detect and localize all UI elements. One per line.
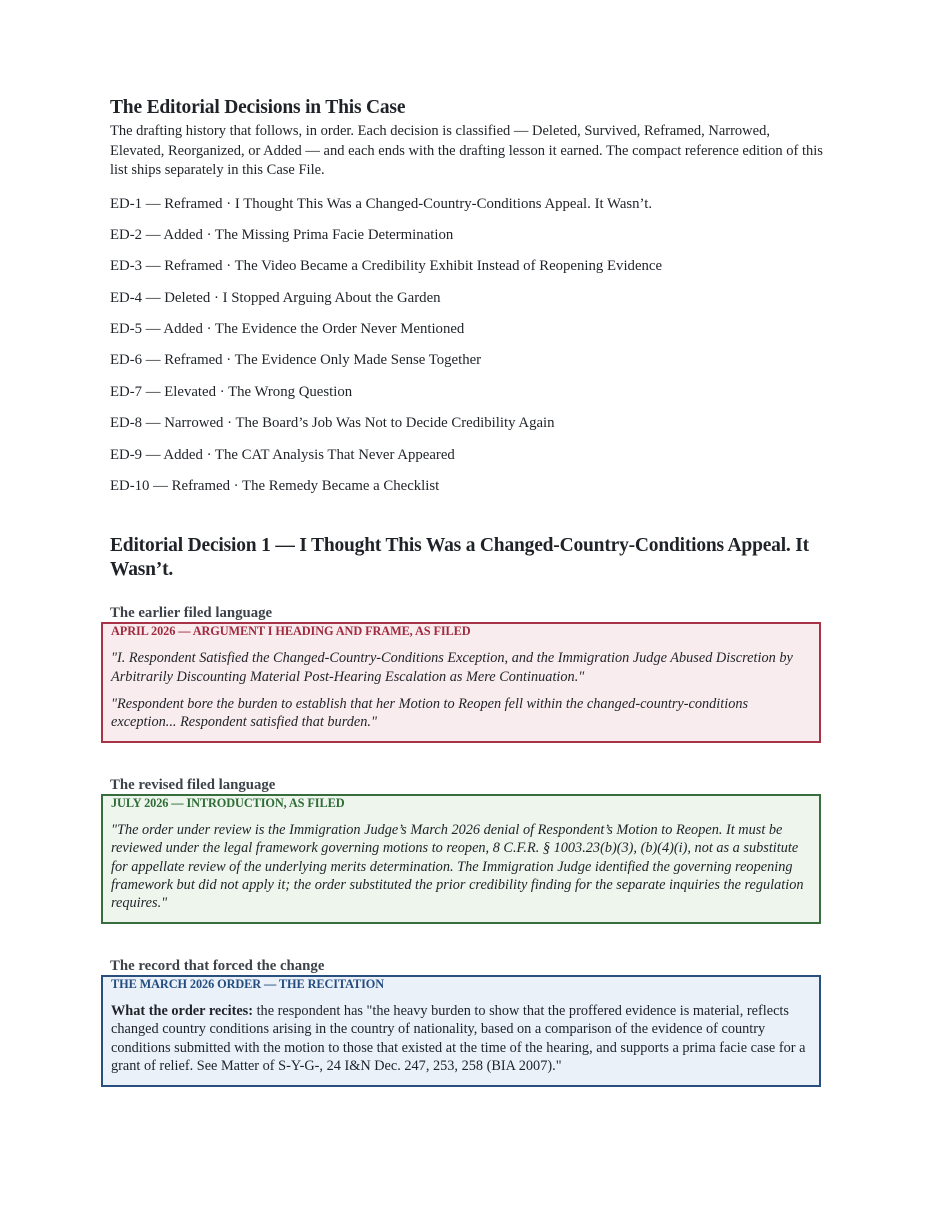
list-item: ED-9 — Added · The CAT Analysis That Never Appeared bbox=[110, 446, 455, 463]
list-item: ED-4 — Deleted · I Stopped Arguing About the Garden bbox=[110, 289, 441, 306]
decision-title: Editorial Decision 1 — I Thought This Was a Changed-Country-Conditions Appeal. It Wasn’t. bbox=[110, 535, 809, 581]
record-lead: What the order recites: bbox=[111, 1003, 253, 1020]
list-item: ED-6 — Reframed · The Evidence Only Made Sense Together bbox=[110, 352, 482, 369]
revised-quote: "The order under review is the Immigration Judge’s March 2026 denial of Respondent’s Motion to Reopen. It must be reviewed under the legal framework governing motions to reopen, 8 C.F.R. § 1003.23(b)(3), (b)(4)(i), not as a substitute for appellate review of the underlying merits determination. The Immigration Judge identified the governing reopening framework but did not apply it; the order substituted the prior credibility finding for the separate inquiries the regulation requires." bbox=[111, 822, 804, 912]
earlier-quote-1: "I. Respondent Satisfied the Changed-Country-Conditions Exception, and the Immigration Judge Abused Discretion by Arbitrarily Discounting Material Post-Hearing Escalation as Mere Continuation." bbox=[111, 650, 793, 685]
list-item: ED-7 — Elevated · The Wrong Question bbox=[110, 383, 353, 400]
revised-subheading: The revised filed language bbox=[110, 777, 276, 794]
list-item: ED-1 — Reframed · I Thought This Was a Changed-Country-Conditions Appeal. It Wasn’t. bbox=[110, 195, 653, 212]
intro-paragraph: The drafting history that follows, in order. Each decision is classified — Deleted, Survived, Reframed, Narrowed, Elevated, Reorganized, or Added — and each ends with the drafting lesson it earned. The compact reference edition of this list ships separately in this Case File. bbox=[110, 123, 823, 178]
record-body: the respondent has "the heavy burden to show that the proffered evidence is material, reflects changed country conditions arising in the country of nationality, based on a comparison of the evidence of country conditions submitted with the motion to those that existed at the time of the hearing, and supports a prima facie case for a grant of relief. See Matter of S-Y-G-, 24 I&N Dec. 247, 253, 258 (BIA 2007)." bbox=[111, 1003, 806, 1074]
list-item: ED-3 — Reframed · The Video Became a Credibility Exhibit Instead of Reopening Evidence bbox=[110, 258, 663, 275]
list-item: ED-2 — Added · The Missing Prima Facie Determination bbox=[110, 226, 454, 243]
section-heading: The Editorial Decisions in This Case bbox=[110, 97, 406, 118]
record-subheading: The record that forced the change bbox=[110, 958, 325, 975]
earlier-label: APRIL 2026 — ARGUMENT I HEADING AND FRAME, AS FILED bbox=[111, 624, 471, 639]
earlier-subheading: The earlier filed language bbox=[110, 605, 273, 622]
record-text bbox=[111, 1002, 811, 1075]
revised-label: JULY 2026 — INTRODUCTION, AS FILED bbox=[111, 796, 345, 811]
document-page bbox=[110, 96, 826, 1087]
earlier-language-box bbox=[101, 622, 821, 743]
record-label: THE MARCH 2026 ORDER — THE RECITATION bbox=[111, 977, 385, 992]
list-item: ED-8 — Narrowed · The Board’s Job Was Not to Decide Credibility Again bbox=[110, 415, 555, 432]
list-item: ED-10 — Reframed · The Remedy Became a Checklist bbox=[110, 478, 440, 495]
record-box bbox=[101, 975, 821, 1087]
revised-language-box bbox=[101, 794, 821, 924]
decision-list bbox=[110, 195, 826, 509]
earlier-quote-2: "Respondent bore the burden to establish that her Motion to Reopen fell within the changed-country-conditions exception... Respondent satisfied that burden." bbox=[111, 695, 749, 731]
list-item: ED-5 — Added · The Evidence the Order Never Mentioned bbox=[110, 321, 465, 338]
